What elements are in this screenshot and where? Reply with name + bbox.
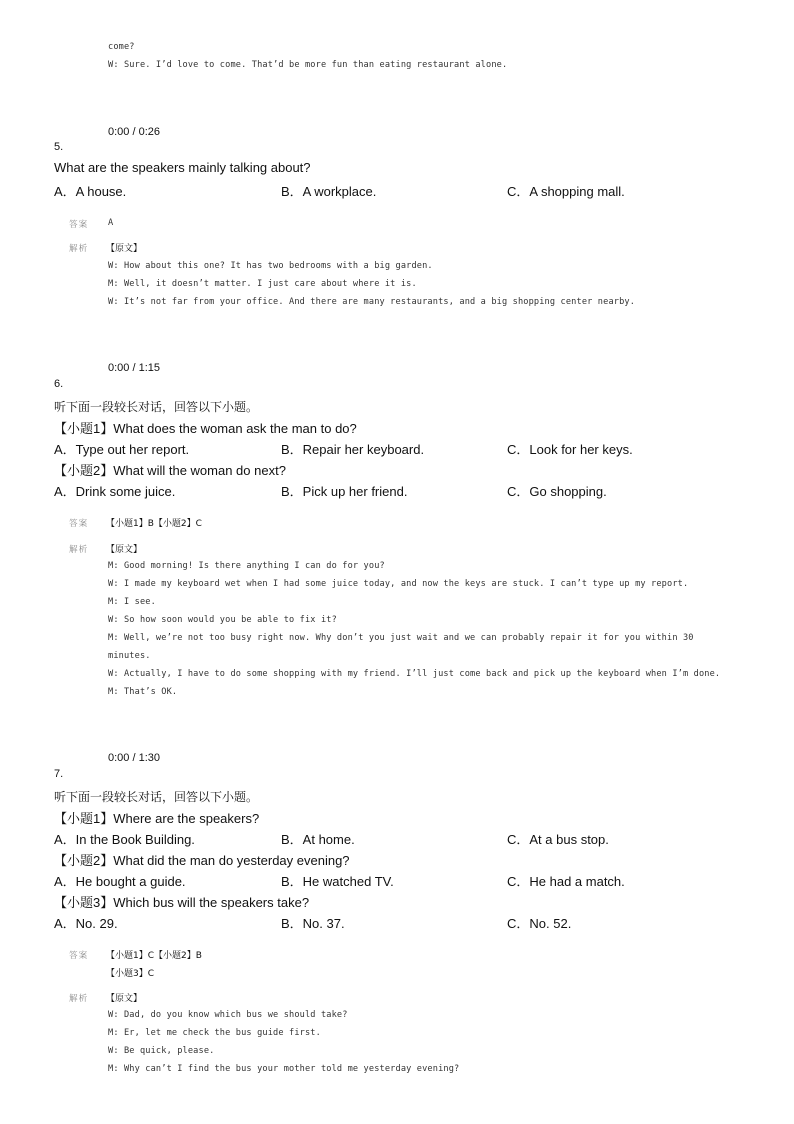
transcript-line: W: It’s not far from your office. And there are many restaurants, and a big shopping center nearby.	[108, 297, 636, 307]
answer-label: 答案	[69, 519, 89, 529]
audio-player-time[interactable]: 0:00 / 0:26	[108, 126, 160, 138]
question-intro: 听下面一段较长对话，回答以下小题。	[54, 400, 259, 414]
subquestion-3: 【小题3】Which bus will the speakers take?	[54, 895, 310, 910]
transcript-line: W: Dad, do you know which bus we should take?	[108, 1010, 348, 1020]
option-a: A．No. 29.	[54, 916, 118, 931]
transcript-line: W: So how soon would you be able to fix it?	[108, 615, 337, 625]
transcript-line: M: I see.	[108, 597, 156, 607]
option-c: C．No. 52.	[507, 916, 572, 931]
transcript-line: minutes.	[108, 651, 151, 661]
question-intro: 听下面一段较长对话，回答以下小题。	[54, 790, 259, 804]
analysis-header: 【原文】	[106, 244, 143, 254]
answer-label: 答案	[69, 220, 89, 230]
transcript-line: M: That’s OK.	[108, 687, 178, 697]
option-b: B．At home.	[281, 832, 355, 847]
option-a: A．Drink some juice.	[54, 484, 176, 499]
option-a: A．A house.	[54, 184, 127, 199]
subquestion-1: 【小题1】What does the woman ask the man to do?	[54, 421, 357, 436]
audio-player-time[interactable]: 0:00 / 1:15	[108, 362, 160, 374]
question-number: 5.	[54, 141, 64, 153]
transcript-line: come?	[108, 42, 135, 52]
answer-value: A	[108, 218, 114, 228]
option-b: B．He watched TV.	[281, 874, 394, 889]
option-c: C．A shopping mall.	[507, 184, 625, 199]
transcript-line: M: Er, let me check the bus guide first.	[108, 1028, 321, 1038]
analysis-label: 解析	[69, 545, 89, 555]
transcript-line: M: Good morning! Is there anything I can do for you?	[108, 561, 385, 571]
option-c: C．Go shopping.	[507, 484, 607, 499]
option-a: A．Type out her report.	[54, 442, 190, 457]
transcript-line: W: Be quick, please.	[108, 1046, 215, 1056]
subquestion-2: 【小题2】What did the man do yesterday evening?	[54, 853, 350, 868]
option-c: C．Look for her keys.	[507, 442, 633, 457]
option-b: B．Repair her keyboard.	[281, 442, 425, 457]
answer-label: 答案	[69, 951, 89, 961]
subquestion-1: 【小题1】Where are the speakers?	[54, 811, 260, 826]
option-a: A．He bought a guide.	[54, 874, 186, 889]
answer-value: 【小题3】C	[106, 969, 155, 979]
option-c: C．At a bus stop.	[507, 832, 609, 847]
subquestion-2: 【小题2】What will the woman do next?	[54, 463, 286, 478]
answer-value: 【小题1】B【小题2】C	[106, 519, 202, 529]
option-a: A．In the Book Building.	[54, 832, 195, 847]
option-b: B．A workplace.	[281, 184, 377, 199]
question-number: 6.	[54, 378, 64, 390]
transcript-line: M: Well, we’re not too busy right now. Why don’t you just wait and we can probably repair it for you within 30	[108, 633, 694, 643]
option-c: C．He had a match.	[507, 874, 625, 889]
transcript-line: W: Sure. I’d love to come. That’d be more fun than eating restaurant alone.	[108, 60, 508, 70]
question-number: 7.	[54, 768, 64, 780]
transcript-line: W: Actually, I have to do some shopping with my friend. I’ll just come back and pick up the keyboard when I’m done.	[108, 669, 721, 679]
question-text: What are the speakers mainly talking about?	[54, 160, 311, 175]
transcript-line: W: How about this one? It has two bedrooms with a big garden.	[108, 261, 433, 271]
analysis-label: 解析	[69, 994, 89, 1004]
option-b: B．No. 37.	[281, 916, 345, 931]
analysis-header: 【原文】	[106, 994, 143, 1004]
option-b: B．Pick up her friend.	[281, 484, 408, 499]
analysis-label: 解析	[69, 244, 89, 254]
transcript-line: W: I made my keyboard wet when I had some juice today, and now the keys are stuck. I can’t type up my report.	[108, 579, 689, 589]
transcript-line: M: Why can’t I find the bus your mother told me yesterday evening?	[108, 1064, 460, 1074]
transcript-line: M: Well, it doesn’t matter. I just care about where it is.	[108, 279, 417, 289]
audio-player-time[interactable]: 0:00 / 1:30	[108, 752, 160, 764]
analysis-header: 【原文】	[106, 545, 143, 555]
answer-value: 【小题1】C【小题2】B	[106, 951, 202, 961]
